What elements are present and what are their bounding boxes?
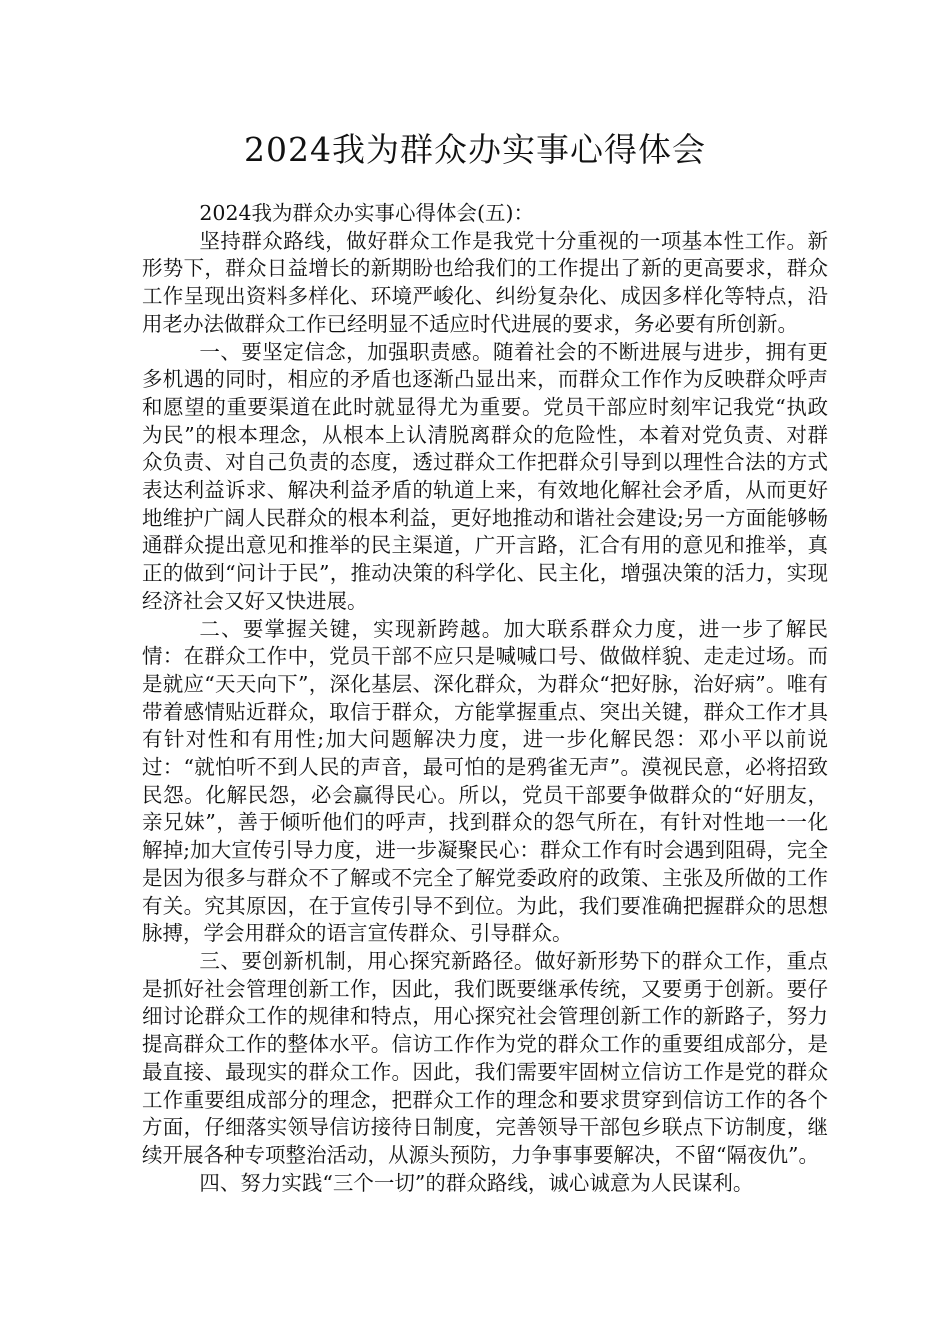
- paragraph-section-2: 二、要掌握关键，实现新跨越。加大联系群众力度，进一步了解民情：在群众工作中，党员干部不应只是喊喊口号、做做样貌、走走过场。而是就应“天天向下”，深化基层、深化群众，为群众“把好脉，治好病”。唯有带着感情贴近群众，取信于群众，方能掌握重点、突出关键，群众工作才具有针对性和有用性;加大问题解决力度，进一步化解民怨：邓小平以前说过：“就怕听不到人民的声音，最可怕的是鸦雀无声”。漠视民意，必将招致民怨。化解民怨，必会赢得民心。所以，党员干部要争做群众的“好朋友，亲兄妹”，善于倾听他们的呼声，找到群众的怨气所在，有针对性地一一化解掉;加大宣传引导力度，进一步凝聚民心：群众工作有时会遇到阻碍，完全是因为很多与群众不了解或不完全了解党委政府的政策、主张及所做的工作有关。究其原因，在于宣传引导不到位。为此，我们要准确把握群众的思想脉搏，学会用群众的语言宣传群众、引导群众。: [142, 616, 828, 946]
- paragraph-section-3: 三、要创新机制，用心探究新路径。做好新形势下的群众工作，重点是抓好社会管理创新工作，因此，我们既要继承传统，又要勇于创新。要仔细讨论群众工作的规律和特点，用心探究社会管理创新工作的新路子，努力提高群众工作的整体水平。信访工作作为党的群众工作的重要组成部分，是最直接、最现实的群众工作。因此，我们需要牢固树立信访工作是党的群众工作重要组成部分的理念，把群众工作的理念和要求贯穿到信访工作的各个方面，仔细落实领导信访接待日制度，完善领导干部包乡联点下访制度，继续开展各种专项整治活动，从源头预防，力争事事要解决，不留“隔夜仇”。: [142, 948, 828, 1167]
- document-title: 2024我为群众办实事心得体会: [244, 130, 706, 169]
- paragraph-section-4: 四、努力实践“三个一切”的群众路线，诚心诚意为人民谋利。: [199, 1170, 754, 1195]
- paragraph-section-1: 一、要坚定信念，加强职责感。随着社会的不断进展与进步，拥有更多机遇的同时，相应的矛盾也逐渐凸显出来，而群众工作作为反映群众呼声和愿望的重要渠道在此时就显得尤为重要。党员干部应时刻牢记我党“执政为民”的根本理念，从根本上认清脱离群众的危险性，本着对党负责、对群众负责、对自己负责的态度，透过群众工作把群众引导到以理性合法的方式表达利益诉求、解决利益矛盾的轨道上来，有效地化解社会矛盾，从而更好地维护广阔人民群众的根本利益，更好地推动和谐社会建设;另一方面能够畅通群众提出意见和推举的民主渠道，广开言路，汇合有用的意见和推举，真正的做到“问计于民”，推动决策的科学化、民主化，增强决策的活力，实现经济社会又好又快进展。: [142, 339, 828, 613]
- paragraph-intro: 坚持群众路线，做好群众工作是我党十分重视的一项基本性工作。新形势下，群众日益增长的新期盼也给我们的工作提出了新的更高要求，群众工作呈现出资料多样化、环境严峻化、纠纷复杂化、成因多样化等特点，沿用老办法做群众工作已经明显不适应时代进展的要求，务必要有所创新。: [142, 228, 828, 336]
- document-body: [142, 200, 828, 1197]
- document-subtitle: 2024我为群众办实事心得体会(五)：: [199, 201, 535, 225]
